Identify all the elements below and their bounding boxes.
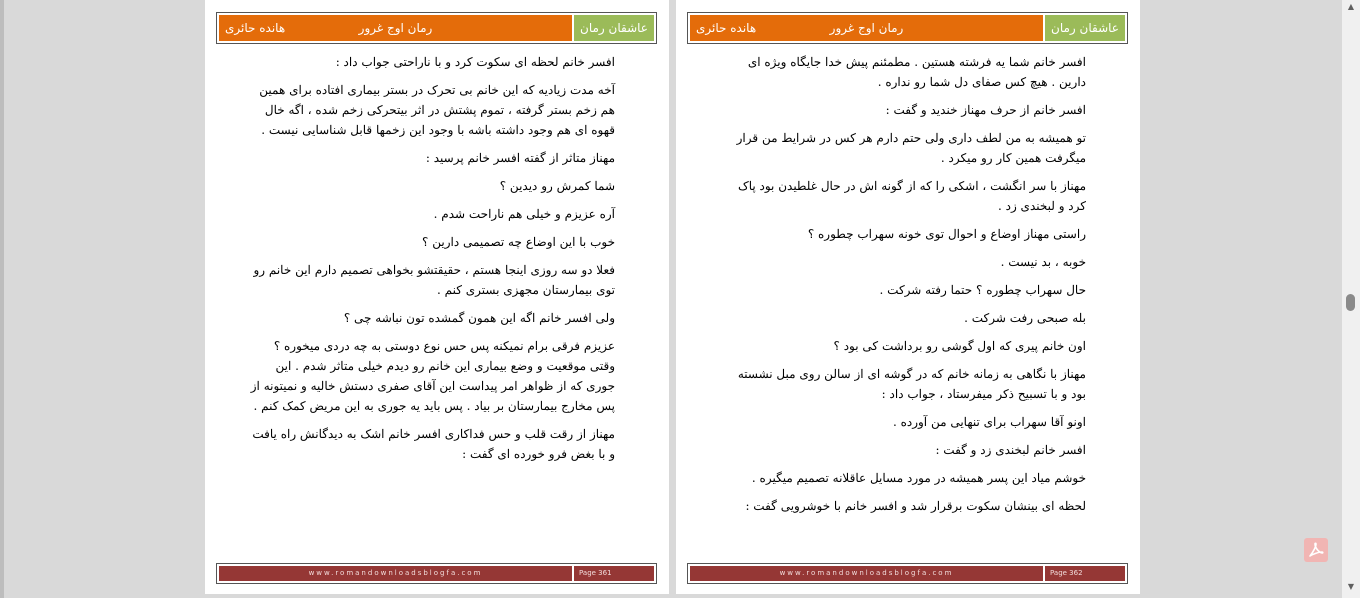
paragraph: آره عزیزم و خیلی هم ناراحت شدم . (433, 207, 615, 221)
paragraph: مهناز متاثر از گفته افسر خانم پرسید : (425, 151, 615, 165)
paragraph: اونو آقا سهراب برای تنهایی من آورده . (892, 415, 1086, 429)
header-orange-band (219, 15, 572, 41)
page-header (687, 12, 1128, 44)
paragraph: افسر خانم از حرف مهناز خندید و گفت : (885, 103, 1086, 117)
paragraph: بله صبحی رفت شرکت . (964, 311, 1086, 325)
header-orange-band (690, 15, 1043, 41)
paragraph: عزیزم فرقی برام نمیکنه پس حس نوع دوستی به چه دردی میخوره ؟ وقتی موقعیت و وضع بیماری این خانم رو دیدم خیلی متاثر شدم . این جوری که از ظواهر امر پیداست این آقای صفری دستش خالیه و نمیتونه از پس مخارج بیمارستان بر بیاد . پس باید یه جوری به این مریض کمک کنم . (250, 339, 615, 413)
paragraph: مهناز با سر انگشت ، اشکی را که از گونه اش در حال غلطیدن بود پاک کرد و لبخندی زد . (737, 179, 1086, 213)
paragraph: ولی افسر خانم اگه این همون گمشده تون نباشه چی ؟ (343, 311, 615, 325)
scroll-thumb[interactable] (1346, 294, 1355, 311)
paragraph: مهناز از رقت قلب و حس فداکاری افسر خانم اشک به دیدگانش راه یافت و با بغض فرو خورده ای گفت : (252, 427, 615, 461)
header-book-title: رمان اوج غرور (358, 21, 433, 35)
paragraph: خوشم میاد این پسر همیشه در مورد مسایل عاقلانه تصمیم میگیره . (751, 471, 1086, 485)
footer-website-url: www.romandownloadsblogfa.com (690, 566, 1043, 581)
scroll-up-arrow-icon[interactable]: ▲ (1347, 2, 1355, 11)
paragraph: حال سهراب چطوره ؟ حتما رفته شرکت . (879, 283, 1086, 297)
paragraph: اون خانم پیری که اول گوشی رو برداشت کی بود ؟ (833, 339, 1086, 353)
paragraph: مهناز با نگاهی به زمانه خانم که در گوشه ای از سالن روی مبل نشسته بود و با تسبیح ذکر میفرستاد ، جواب داد : (737, 367, 1086, 401)
paragraph: خوبه ، بد نیست . (1000, 255, 1086, 269)
viewer-left-edge (0, 0, 4, 598)
paragraph: راستی مهناز اوضاع و احوال توی خونه سهراب چطوره ؟ (807, 227, 1086, 241)
page-footer (216, 563, 657, 584)
page-footer (687, 563, 1128, 584)
page-body-text (250, 52, 615, 472)
header-author: هانده حائری (696, 21, 757, 35)
header-category: عاشقان رمان (574, 15, 654, 41)
page-body-text (721, 52, 1086, 524)
page-361 (205, 0, 669, 594)
paragraph: خوب با این اوضاع چه تصمیمی دارین ؟ (422, 235, 615, 249)
acrobat-logo-icon (1307, 541, 1325, 559)
footer-page-number: Page 362 (1045, 566, 1125, 581)
paragraph: فعلا دو سه روزی اینجا هستم ، حقیقتشو بخواهی تصمیم دارم این خانم رو توی بیمارستان مجهزی بستری کنم . (253, 263, 615, 297)
header-author: هانده حائری (225, 21, 286, 35)
paragraph: شما کمرش رو دیدین ؟ (499, 179, 615, 193)
scroll-down-arrow-icon[interactable]: ▼ (1347, 582, 1355, 591)
footer-website-url: www.romandownloadsblogfa.com (219, 566, 572, 581)
paragraph: آخه مدت زیادیه که این خانم بی تحرک در بستر بیماری افتاده برای همین هم زخم بستر گرفته ، تموم پشتش در اثر بیتحرکی زخم شده ، اگه خال قهوه ای هم وجود داشته باشه با وجود این زخمها قابل شناسایی نیست . (259, 83, 615, 137)
paragraph: افسر خانم شما یه فرشته هستین . مطمئنم پیش خدا جایگاه ویژه ای دارین . هیچ کس صفای دل شما رو نداره . (747, 55, 1086, 89)
page-header (216, 12, 657, 44)
footer-page-number: Page 361 (574, 566, 654, 581)
page-362 (676, 0, 1140, 594)
header-category: عاشقان رمان (1045, 15, 1125, 41)
paragraph: لحظه ای بینشان سکوت برقرار شد و افسر خانم با خوشرویی گفت : (745, 499, 1086, 513)
paragraph: افسر خانم لحظه ای سکوت کرد و با ناراحتی جواب داد : (335, 55, 615, 69)
paragraph: تو همیشه به من لطف داری ولی حتم دارم هر کس در شرایط من قرار میگرفت همین کار رو میکرد . (736, 131, 1086, 165)
acrobat-icon[interactable] (1304, 538, 1328, 562)
vertical-scrollbar[interactable] (1342, 0, 1360, 598)
header-book-title: رمان اوج غرور (829, 21, 904, 35)
paragraph: افسر خانم لبخندی زد و گفت : (935, 443, 1086, 457)
